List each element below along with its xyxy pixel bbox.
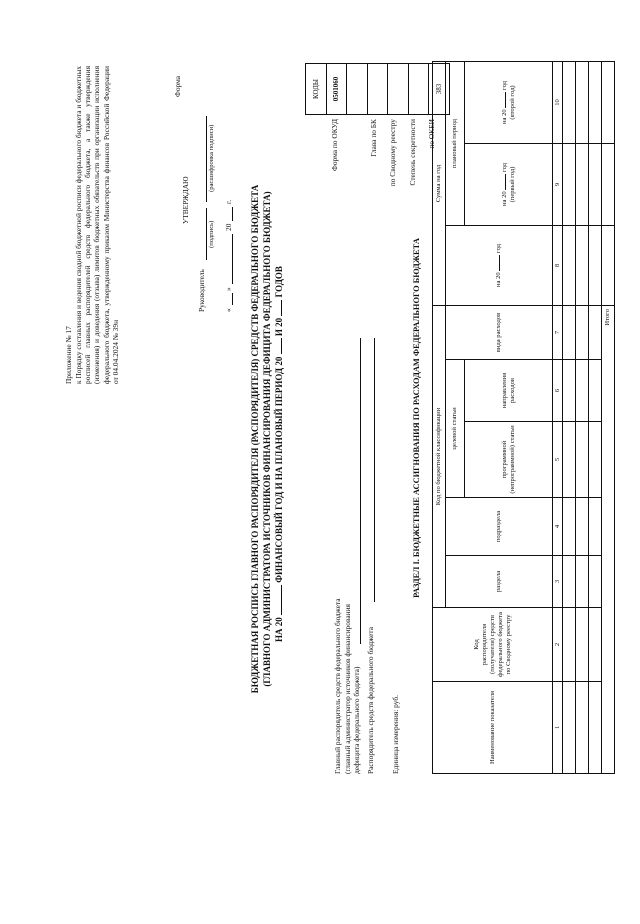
manager-line <box>374 338 375 602</box>
codes-blank-value <box>347 64 368 115</box>
heading-fin-year: ФИНАНСОВЫЙ ГОД И НА ПЛАНОВЫЙ ПЕРИОД <box>274 367 284 583</box>
codes-table <box>305 63 450 115</box>
table-row <box>576 61 589 773</box>
allocations-table <box>432 61 615 774</box>
col-name-header: Наименование показателя <box>433 682 553 774</box>
heading-line-1: БЮДЖЕТНАЯ РОСПИСЬ ГЛАВНОГО РАСПОРЯДИТЕЛЯ (РАСПОРЯДИТЕЛЯ) СРЕДСТВ ФЕДЕРАЛЬНОГО БЮДЖЕТА <box>250 184 260 694</box>
col-podrazdel-header: подраздела <box>446 498 553 556</box>
heading-year-label-3: И 20 <box>274 317 284 337</box>
col-num: 8 <box>553 225 563 305</box>
col-direction-header: направления расходов <box>465 360 553 422</box>
bk-chapter-label: Глава по БК <box>368 119 378 157</box>
register-value <box>388 64 409 115</box>
day-line <box>232 293 233 305</box>
heading-line-2: (ГЛАВНОГО АДМИНИСТРАТОРА ИСТОЧНИКОВ ФИНАНСИРОВАНИЯ ДЕФИЦИТА ФЕДЕРАЛЬНОГО БЮДЖЕТА) <box>262 191 272 687</box>
section-title: РАЗДЕЛ I. БЮДЖЕТНЫЕ АССИГНОВАНИЯ ПО РАСХОДАМ ФЕДЕРАЛЬНОГО БЮДЖЕТА <box>412 238 421 598</box>
total-year1 <box>602 225 615 305</box>
okud-label: Форма по ОКУД <box>329 119 339 172</box>
chief-manager-line <box>360 338 361 644</box>
total-row <box>602 61 615 773</box>
col-bk-header: Код по бюджетной классификации <box>433 305 446 607</box>
col-vid-header: вида расходов <box>446 305 553 359</box>
heading-year-blank-3 <box>281 300 282 316</box>
secrecy-label: Степень секретности <box>407 119 417 186</box>
col-razdel-header: раздела <box>446 556 553 608</box>
quote-open: « <box>224 308 233 312</box>
okud-value: 0501060 <box>326 64 347 115</box>
approval-title: УТВЕРЖДАЮ <box>181 176 190 224</box>
month-line <box>232 234 233 284</box>
deficit-label: дефицита федерального бюджета) <box>352 666 361 774</box>
year-prefix: 20 <box>224 223 233 231</box>
table-row <box>589 61 602 773</box>
heading-year-blank-2 <box>281 338 282 354</box>
heading-line-3 <box>274 266 285 642</box>
unit-label: Единица измерения: руб. <box>391 695 400 774</box>
col-plan-header: плановый период <box>446 61 465 225</box>
col-num: 7 <box>553 305 563 359</box>
col-num: 4 <box>553 498 563 556</box>
manager-label: Распорядитель средств федерального бюджета <box>366 626 375 774</box>
total-label: Итого <box>602 305 615 773</box>
col-num: 5 <box>553 422 563 498</box>
heading-year-label-2: 20 <box>274 356 284 366</box>
col-num: 2 <box>553 608 563 682</box>
codes-blank-label <box>344 119 364 333</box>
signature-caption: (подпись) <box>208 220 215 248</box>
col-num: 3 <box>553 556 563 608</box>
col-year3-header: на 20 год (второй год) <box>465 61 553 143</box>
col-num: 6 <box>553 360 563 422</box>
okei-label: по ОКЕИ <box>427 119 436 149</box>
col-target-header: целевой статьи <box>446 360 465 498</box>
total-year2 <box>602 143 615 225</box>
col-year2-header: на 20 год (первый год) <box>465 143 553 225</box>
register-label: по Сводному реестру <box>388 119 397 187</box>
codes-header: КОДЫ <box>306 64 327 115</box>
chief-manager-label: Главный распорядитель средств федерального бюджета <box>333 598 342 774</box>
col-code-header: Код распорядителя (получателя) средств федерального бюджета по Сводному реестру <box>433 608 553 682</box>
quote-close: » <box>224 287 233 291</box>
head-label: Руководитель <box>197 269 206 312</box>
bk-chapter-value <box>367 64 388 115</box>
heading-years: ГОДОВ <box>274 266 284 298</box>
appendix-title: Приложение № 17 <box>64 326 73 384</box>
heading-year-label-1: НА 20 <box>274 617 284 642</box>
okei-value: 383 <box>429 64 450 115</box>
col-num: 1 <box>553 682 563 774</box>
form-label: Форма <box>173 75 182 97</box>
col-sum-header: Сумма на год <box>433 61 446 305</box>
column-numbers-row <box>553 61 563 773</box>
signature-line <box>206 208 207 260</box>
appendix-body: к Порядку составления и ведения сводной бюджетной росписи федерального бюджета и бюджетных росписей главных распорядителей средств федерального бюджета, а также утверждения (изменения) и доведения (отзыва) лимитов бюджетных обязательств при организации исполнения федерального бюджета, утвержденному приказом Министерства финансов Российской Федерации от 04.04.2024 № 39н <box>74 66 120 384</box>
total-year3 <box>602 61 615 143</box>
chief-admin-label: (главный администратор источников финансирования <box>343 604 352 774</box>
year-line <box>232 207 233 221</box>
year-suffix: г. <box>224 199 233 204</box>
col-num: 10 <box>553 61 563 143</box>
col-year1-header: на 20 год <box>446 225 553 305</box>
heading-year-blank-1 <box>281 585 282 615</box>
col-program-header: программной (непрограммной) статьи <box>465 422 553 498</box>
table-row <box>563 61 576 773</box>
col-num: 9 <box>553 143 563 225</box>
decode-line <box>206 116 207 202</box>
decode-caption: (расшифровка подписи) <box>208 124 215 192</box>
